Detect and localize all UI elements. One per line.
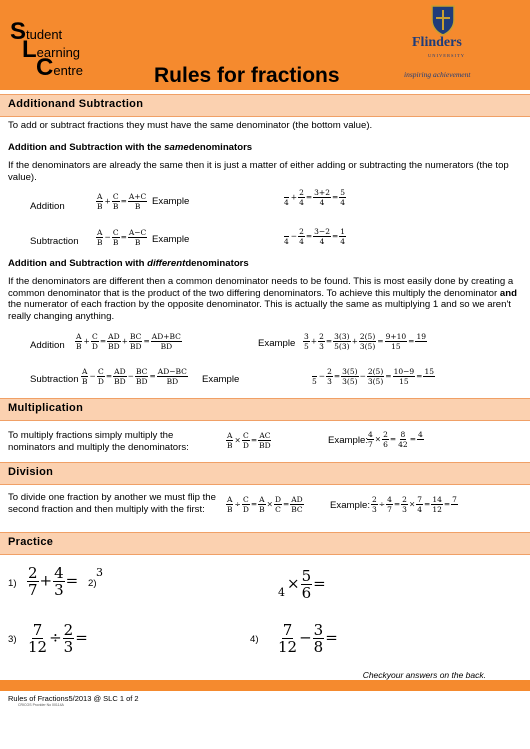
subtraction-diff-example: 5 − $\frac{2}{3}$ = $\frac{3(5)}{3(5)}$ − $\frac{2(5)}{3(5)}$ = $\frac{10-9}{15}$ = 15 xyxy=(312,367,435,386)
division-example-label: Example: xyxy=(330,500,370,511)
footer-cricos: CRICOS Provider No 00114A xyxy=(18,703,64,707)
same-denominator-heading: Addition and Subtraction with the samedenominators xyxy=(8,142,253,153)
question-3: $\frac{7}{12}$ ÷ $\frac{2}{3}$ = xyxy=(28,621,88,656)
division-text: To divide one fraction by another we must flip the second fraction and then multiply with the first: xyxy=(8,492,216,515)
check-answers-note: Checkyour answers on the back. xyxy=(362,670,486,680)
flinders-logo xyxy=(400,4,490,84)
division-rule: $\frac{A}{B}$ ÷ $\frac{C}{D}$ = $\frac{A}{B}$ × $\frac{D}{C}$ = $\frac{AD}{BC}$ xyxy=(227,495,303,514)
question-3-number: 3) xyxy=(8,634,17,645)
question-2-fragment: 3 xyxy=(96,566,103,579)
question-4-number: 4) xyxy=(250,634,259,645)
subtraction-rule: $\frac{A}{B}$ − $\frac{C}{B}$ = $\frac{A-C}{B}$ xyxy=(97,228,147,247)
subtraction-rule-diff: $\frac{A}{B}$ − $\frac{C}{D}$ = $\frac{AD}{BD}$ − $\frac{BC}{BD}$ = $\frac{AD-BC}{BD}$ xyxy=(82,367,187,386)
multiplication-text: To multiply fractions simply multiply the nominators and multiply the denominators: xyxy=(8,430,189,453)
subtraction-label: Subtraction xyxy=(30,236,79,247)
addition-label-diff: Addition xyxy=(30,340,65,351)
subtraction-diff-example-label: Example xyxy=(202,374,240,385)
multiplication-rule: $\frac{A}{B}$ × $\frac{C}{D}$ = $\frac{AC}{BD}$ xyxy=(227,431,271,450)
division-example: $\frac{2}{3}$ ÷ $\frac{4}{7}$ = $\frac{2}{3}$ × $\frac{7}{4}$ = $\frac{14}{12}$ = 7 xyxy=(372,495,457,514)
question-2-number: 2) xyxy=(88,578,97,589)
logo-tagline: inspiring achievement xyxy=(404,70,471,79)
section-practice: Practice xyxy=(0,532,530,555)
different-denominator-text: If the denominators are different then a common denominator needs to be found. This is most easily done by creating a common denominator that is the product of the two differing denominators. To achieve this multiply the denominator and the numerator of each fraction by the opposite denominator. This is actually the same as multiplying 1 and so we aren't really changing anything. xyxy=(8,276,517,322)
slc-logo: Student Learning Centre xyxy=(10,18,83,81)
addition-diff-example: $\frac{3}{5}$ + $\frac{2}{3}$ = $\frac{3(3)}{5(3)}$ + $\frac{2(5)}{3(5)}$ = $\frac{9+10}{15}$ = 19 xyxy=(304,332,427,351)
question-4: $\frac{7}{12}$ − $\frac{3}{8}$ = xyxy=(278,621,338,656)
footer-bar xyxy=(0,680,530,691)
addition-rule-diff: $\frac{A}{B}$ + $\frac{C}{D}$ = $\frac{AD}{BD}$ + $\frac{BC}{BD}$ = $\frac{AD+BC}{BD}$ xyxy=(76,332,181,351)
multiplication-example-label: Example: xyxy=(328,435,368,446)
addition-label: Addition xyxy=(30,201,65,212)
addition-example: 4 + $\frac{2}{4}$ = $\frac{3+2}{4}$ = $\frac{5}{4}$ xyxy=(284,188,346,207)
subtraction-label-diff: Subtraction xyxy=(30,374,79,385)
subtraction-example: 4 − $\frac{2}{4}$ = $\frac{3-2}{4}$ = $\frac{1}{4}$ xyxy=(284,227,346,246)
section-addition-subtraction: Additionand Subtraction xyxy=(0,94,530,117)
section-multiplication: Multiplication xyxy=(0,398,530,421)
page-title: Rules for fractions xyxy=(154,64,340,87)
subtraction-example-label: Example xyxy=(152,234,190,245)
addition-rule: $\frac{A}{B}$ + $\frac{C}{B}$ = $\frac{A+C}{B}$ xyxy=(97,192,147,211)
crest-icon xyxy=(430,4,456,36)
multiplication-example: $\frac{4}{7}$ × $\frac{2}{6}$ = $\frac{8}{42}$ = 4 xyxy=(368,430,423,449)
logo-university: UNIVERSITY xyxy=(428,53,465,58)
question-2: 4 × $\frac{5}{6}$ = xyxy=(278,567,326,602)
addsub-intro: To add or subtract fractions they must have the same denominator (the bottom value). xyxy=(8,120,373,131)
logo-name: Flinders xyxy=(412,35,462,50)
different-denominator-heading: Addition and Subtraction with differentdenominators xyxy=(8,258,249,269)
section-division: Division xyxy=(0,462,530,485)
same-denominator-text: If the denominators are already the same then it is just a matter of either adding or subtracting the numerators (the top value). xyxy=(8,160,509,183)
question-1-number: 1) xyxy=(8,578,17,589)
footer-document-info: Rules of Fractions5/2013 @ SLC 1 of 2 xyxy=(8,694,139,703)
question-1: $\frac{2}{7}$ + $\frac{4}{3}$ = xyxy=(28,564,79,599)
addition-example-label: Example xyxy=(152,196,190,207)
addition-diff-example-label: Example xyxy=(258,338,296,349)
